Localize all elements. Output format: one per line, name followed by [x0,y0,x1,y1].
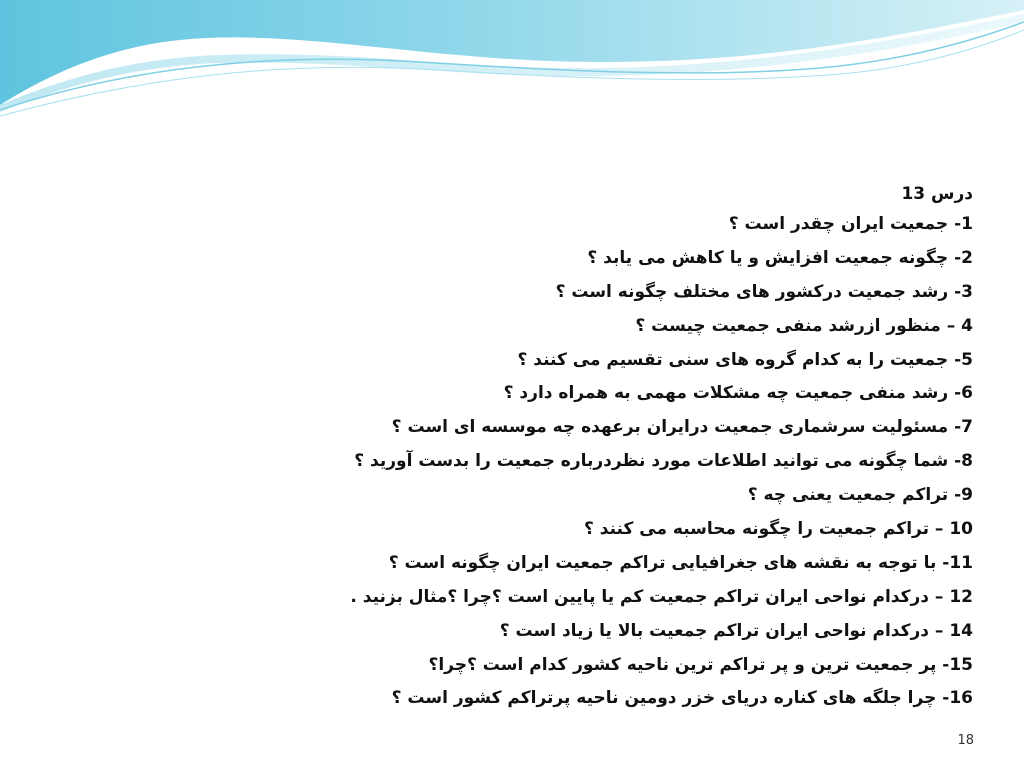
question-11: 11- با توجه به نقشه های جغرافیایی تراکم جمعیت ایران چگونه است ؟ [388,552,973,573]
page-number: 18 [957,733,974,748]
question-6: 6- رشد منفی جمعیت چه مشکلات مهمی به همراه دارد ؟ [503,383,973,404]
question-12: 12 – درکدام نواحی ایران تراکم جمعیت کم یا پایین است ؟چرا ؟مثال بزنید . [350,586,973,607]
question-3: 3- رشد جمعیت درکشور های مختلف چگونه است ؟ [555,281,973,302]
header-wave-decoration [0,0,1024,130]
slide-content [273,180,973,716]
question-4: 4 – منظور ازرشد منفی جمعیت چیست ؟ [635,315,973,336]
question-5: 5- جمعیت را به کدام گروه های سنی تقسیم می کنند ؟ [517,349,973,370]
question-8: 8- شما چگونه می توانید اطلاعات مورد نظردرباره جمعیت را بدست آورید ؟ [354,451,973,472]
question-9: 9- تراکم جمعیت یعنی چه ؟ [747,485,973,506]
question-1: 1- جمعیت ایران چقدر است ؟ [728,214,973,234]
question-7: 7- مسئولیت سرشماری جمعیت درایران برعهده چه موسسه ای است ؟ [391,417,973,438]
question-14: 14 – درکدام نواحی ایران تراکم جمعیت بالا یا زیاد است ؟ [499,620,973,641]
question-15: 15- پر جمعیت ترین و پر تراکم ترین ناحیه کشور کدام است ؟چرا؟ [428,654,973,675]
lesson-title: درس 13 [901,184,973,204]
question-16: 16- چرا جلگه های کناره دریای خزر دومین ناحیه پرتراکم کشور است ؟ [391,688,973,709]
question-2: 2- چگونه جمعیت افزایش و یا کاهش می یابد ؟ [587,247,973,268]
question-10: 10 – تراکم جمعیت را چگونه محاسبه می کنند ؟ [583,519,973,540]
